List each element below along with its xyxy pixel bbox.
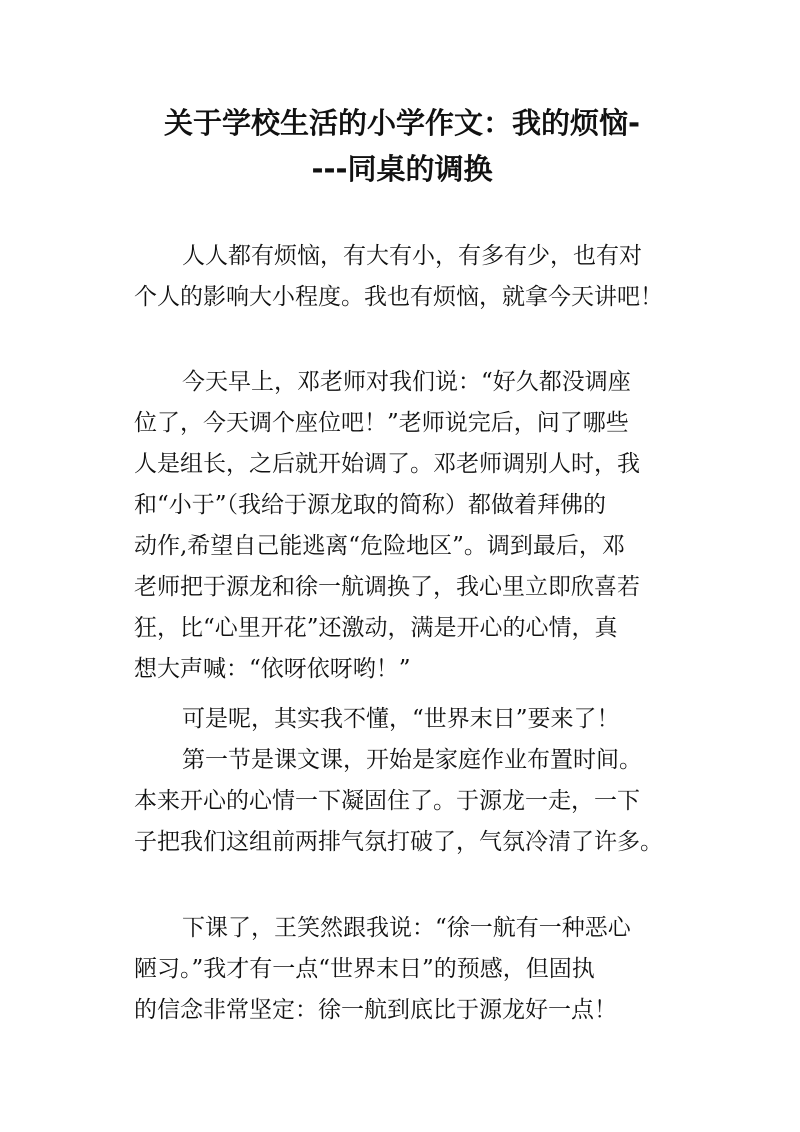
text-line: 位了，今天调个座位吧！”老师说完后，问了哪些 bbox=[134, 410, 629, 436]
paragraph-4 bbox=[134, 740, 674, 863]
text-line: 想大声喊：“依呀依呀哟！” bbox=[134, 656, 411, 682]
paragraph-2 bbox=[134, 362, 674, 690]
text-line: 人人都有烦恼，有大有小，有多有少，也有对 bbox=[182, 243, 642, 269]
text-line: 人是组长，之后就开始调了。邓老师调别人时，我 bbox=[134, 451, 640, 477]
text-line: 可是呢，其实我不懂，“世界末日”要来了！ bbox=[182, 706, 620, 732]
paragraph-1 bbox=[134, 236, 674, 318]
text-line: 第一节是课文课，开始是家庭作业布置时间。 bbox=[182, 747, 642, 773]
text-line: 今天早上，邓老师对我们说：“好久都没调座 bbox=[182, 369, 631, 395]
text-line: 狂，比“心里开花”还激动，满是开心的心情，真 bbox=[134, 615, 618, 641]
title-line: 关于学校生活的小学作文：我的烦恼- bbox=[163, 106, 641, 140]
text-line: 子把我们这组前两排气氛打破了，气氛冷清了许多。 bbox=[134, 829, 663, 855]
text-line: 的信念非常坚定：徐一航到底比于源龙好一点！ bbox=[134, 997, 617, 1023]
text-line: 陋习。”我才有一点“世界末日”的预感，但固执 bbox=[134, 956, 595, 982]
text-line: 本来开心的心情一下凝固住了。于源龙一走，一下 bbox=[134, 788, 640, 814]
text-line: 和“小于”（我给于源龙取的简称）都做着拜佛的 bbox=[134, 492, 607, 518]
title-line: ---同桌的调换 bbox=[311, 152, 493, 186]
text-line: 老师把于源龙和徐一航调换了，我心里立即欣喜若 bbox=[134, 574, 640, 600]
document-title bbox=[132, 100, 672, 192]
paragraph-3 bbox=[134, 699, 674, 740]
text-line: 下课了，王笑然跟我说：“徐一航有一种恶心 bbox=[182, 915, 631, 941]
text-line: 个人的影响大小程度。我也有烦恼，就拿今天讲吧！ bbox=[134, 284, 663, 310]
paragraph-5 bbox=[134, 908, 674, 1031]
text-line: 动作,希望自己能逃离“危险地区”。调到最后，邓 bbox=[134, 533, 625, 559]
